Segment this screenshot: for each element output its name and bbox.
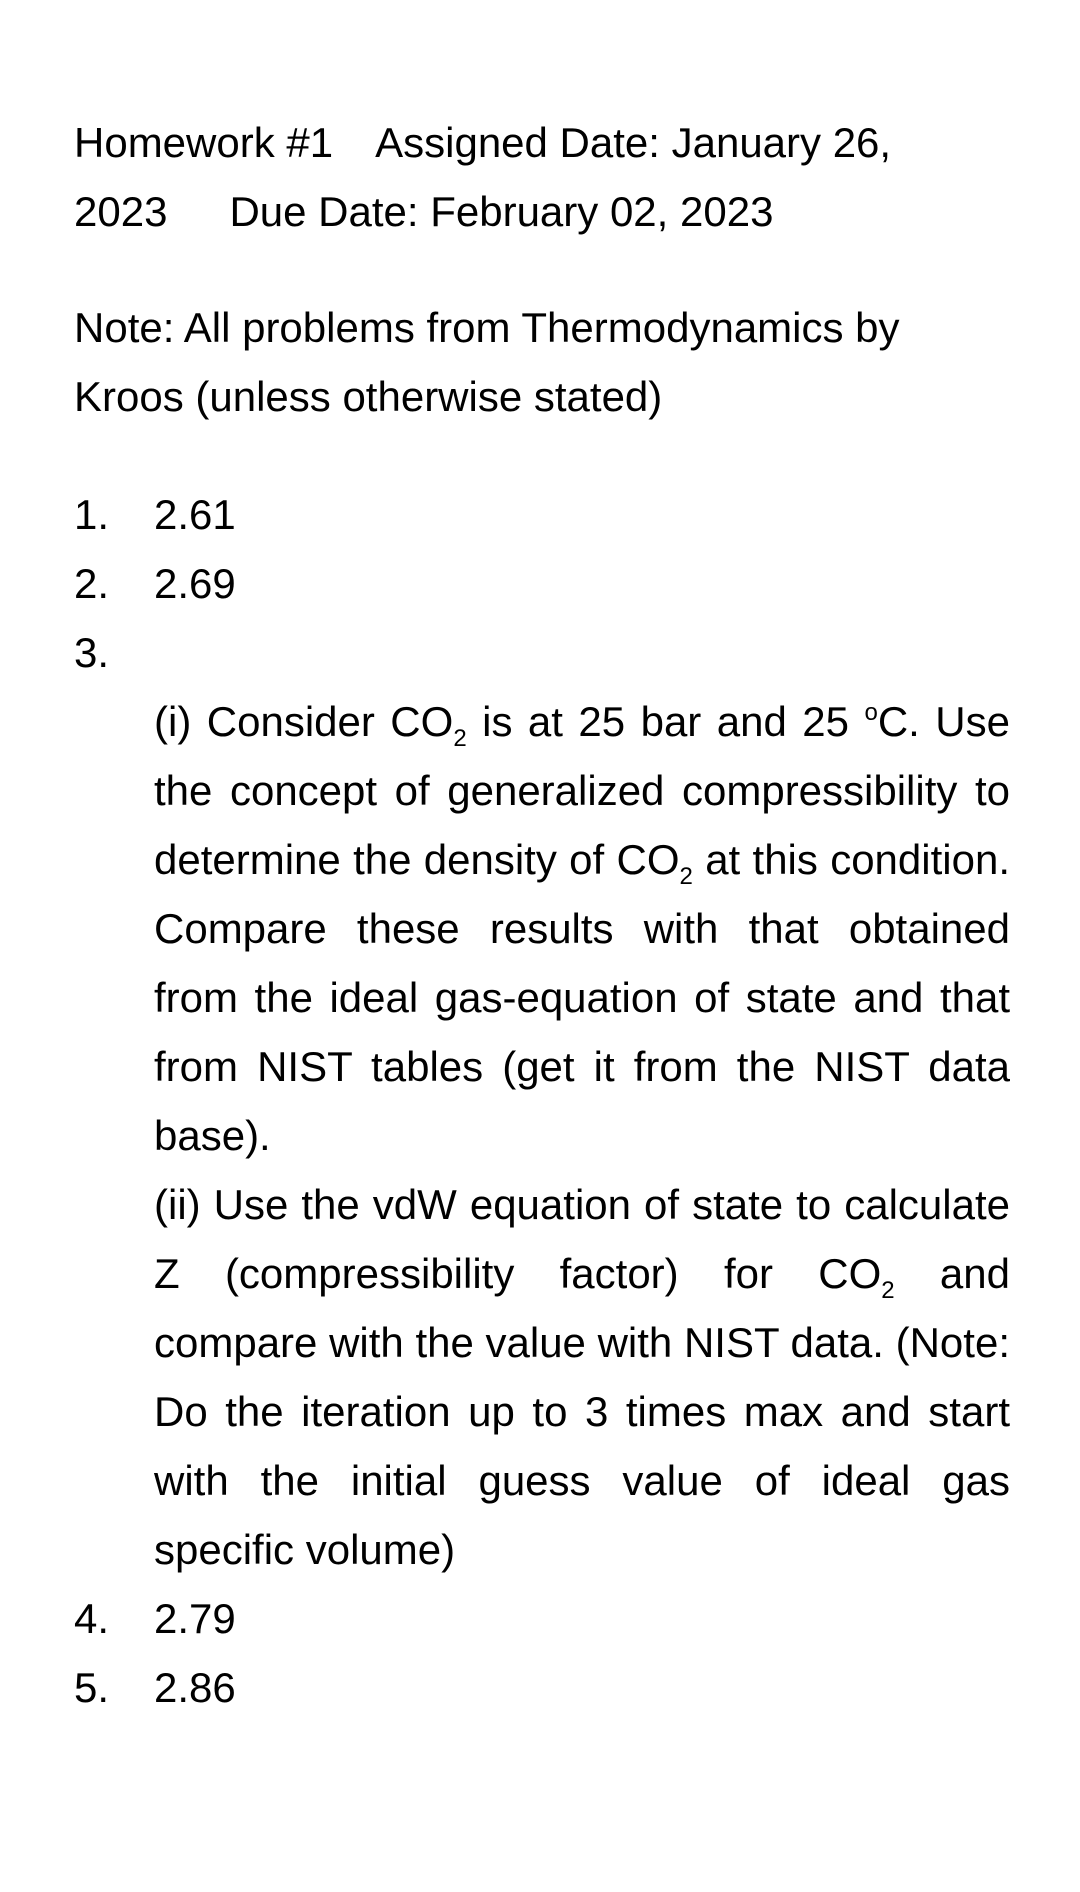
problem-number: 4. — [74, 1595, 110, 1642]
problem-item — [74, 549, 1010, 618]
homework-document — [74, 108, 1010, 1722]
due-date: Due Date: February 02, 2023 — [229, 188, 774, 235]
problem-3-part-i: (i) Consider $CO_2$ is at 25 bar and 25 $^o$C. Use the concept of generalized compressibility to determine the density of $CO_2$ at this condition. Compare these results with that obtained from the ideal gas-equation of state and that from NIST tables (get it from the NIST data base). — [154, 698, 1010, 1159]
note-line-2: Kroos (unless otherwise stated) — [74, 373, 663, 420]
header-line-1 — [74, 108, 1010, 177]
problem-text: 2.69 — [154, 560, 236, 607]
problem-number: 1. — [74, 491, 110, 538]
problem-list — [74, 480, 1010, 1722]
problem-item — [74, 1653, 1010, 1722]
note — [74, 293, 1010, 431]
problem-text: 2.86 — [154, 1664, 236, 1711]
problem-item — [74, 618, 1010, 687]
homework-title: Homework #1 — [74, 119, 334, 166]
problem-3-part-ii: (ii) Use the vdW equation of state to calculate Z (compressibility factor) for $CO_2$ and compare with the value with NIST data. (Note: Do the iteration up to 3 times max and start with the initial guess value of ideal gas specific volume) — [154, 1181, 1010, 1573]
assigned-date: Assigned Date: January 26, — [375, 119, 892, 166]
note-line-1: Note: All problems from Thermodynamics by — [74, 304, 900, 351]
header-line-2 — [74, 177, 1010, 246]
problem-text: 2.61 — [154, 491, 236, 538]
problem-text: 2.79 — [154, 1595, 236, 1642]
assigned-year: 2023 — [74, 188, 168, 235]
problem-item — [74, 480, 1010, 549]
homework-header — [74, 108, 1010, 246]
problem-number: 3. — [74, 629, 110, 676]
problem-number: 2. — [74, 560, 110, 607]
problem-number: 5. — [74, 1664, 110, 1711]
problem-item — [74, 1584, 1010, 1653]
